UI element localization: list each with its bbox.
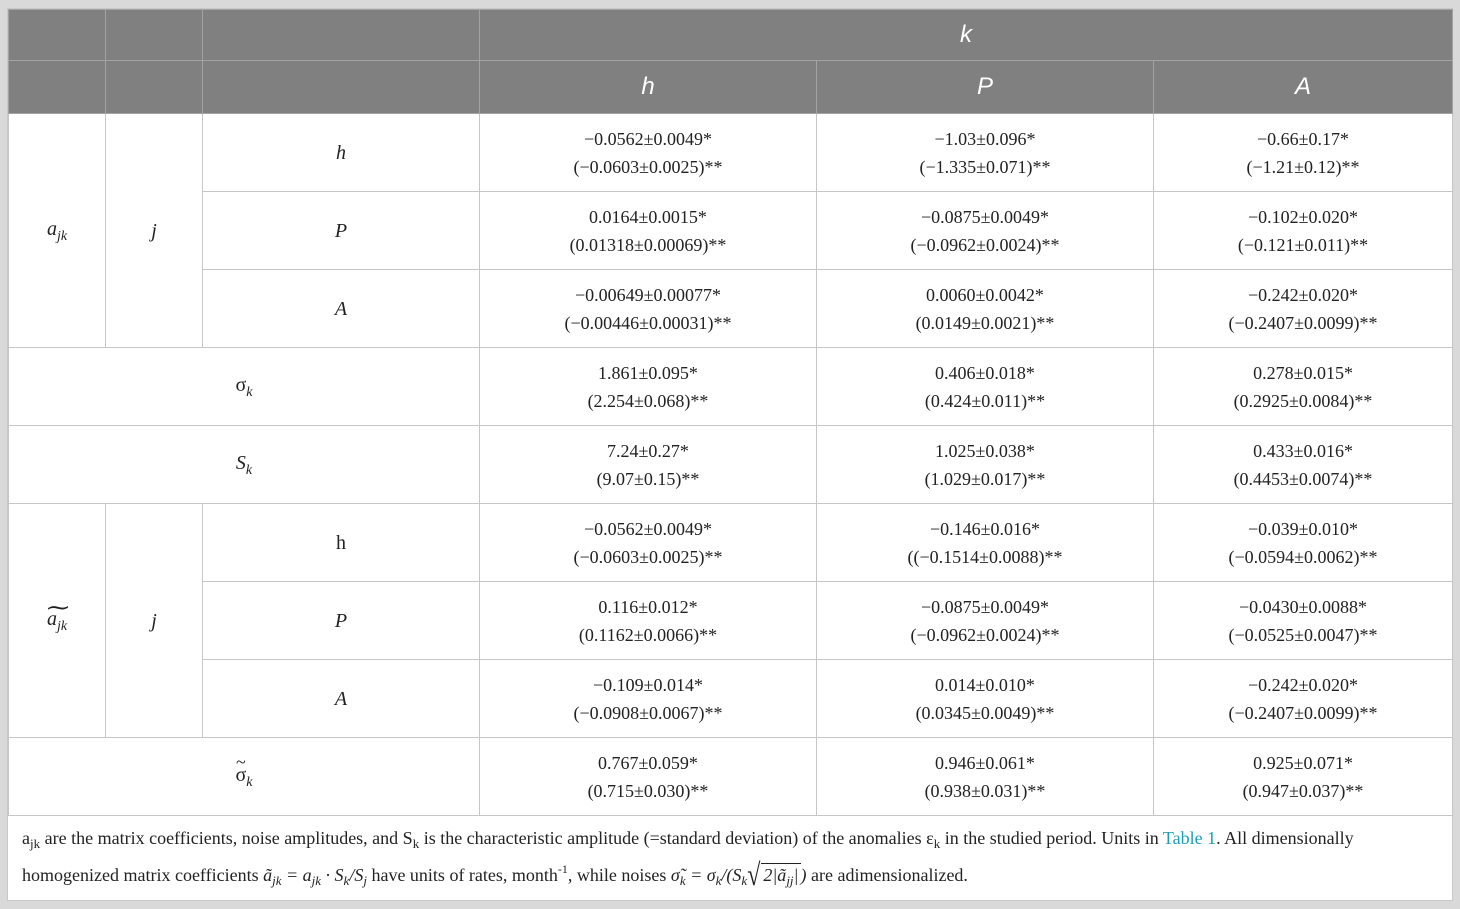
cell-value: −0.0875±0.0049* bbox=[920, 206, 1050, 227]
row-label-h-2: h bbox=[203, 504, 480, 582]
footnote-line-1 bbox=[22, 821, 1442, 857]
coefficients-table bbox=[8, 9, 1453, 816]
cell-value: 0.767±0.059* bbox=[598, 752, 698, 773]
row-label-ajk-tilde bbox=[9, 504, 106, 738]
ajk-tilde-base: a bbox=[46, 608, 57, 630]
cell-value: −0.039±0.010* bbox=[1247, 518, 1359, 539]
ajk-base: a bbox=[46, 218, 57, 240]
sigma-tilde-base: ~ σ bbox=[236, 761, 247, 789]
cell-value-alt: (−0.0962±0.0024)** bbox=[910, 234, 1060, 255]
cell bbox=[817, 192, 1154, 270]
footnote-sup: -1 bbox=[557, 862, 568, 876]
table-1-link[interactable]: Table 1 bbox=[1162, 828, 1217, 848]
ajk-tilde-mark bbox=[47, 605, 67, 636]
table-row bbox=[9, 426, 1453, 504]
cell-value: 0.116±0.012* bbox=[598, 596, 698, 617]
cell bbox=[480, 348, 817, 426]
cell bbox=[817, 348, 1154, 426]
cell-value: 0.014±0.010* bbox=[935, 674, 1035, 695]
header-k: k bbox=[480, 10, 1453, 61]
cell bbox=[480, 660, 817, 738]
cell bbox=[817, 660, 1154, 738]
cell-value: −0.109±0.014* bbox=[592, 674, 704, 695]
cell-value: 1.861±0.095* bbox=[598, 362, 698, 383]
footnote-text: are adimensionalized. bbox=[806, 865, 968, 885]
cell-value: 1.025±0.038* bbox=[935, 440, 1035, 461]
row-label-a-2: A bbox=[203, 660, 480, 738]
header-blank-5 bbox=[106, 61, 203, 114]
cell bbox=[817, 504, 1154, 582]
cell-value-alt: (−1.335±0.071)** bbox=[919, 156, 1051, 177]
cell bbox=[1154, 582, 1453, 660]
footnote-text: in the studied period. Units in bbox=[940, 828, 1163, 848]
header-blank-4 bbox=[9, 61, 106, 114]
header-blank-6 bbox=[203, 61, 480, 114]
header-col-h: h bbox=[480, 61, 817, 114]
cell-value-alt: (−0.0603±0.0025)** bbox=[573, 546, 723, 567]
cell-value: 0.0164±0.0015* bbox=[589, 206, 707, 227]
cell-value-alt: (−0.0525±0.0047)** bbox=[1228, 624, 1378, 645]
cell-value-alt: (−0.0603±0.0025)** bbox=[573, 156, 723, 177]
header-blank-3 bbox=[203, 10, 480, 61]
cell bbox=[480, 270, 817, 348]
cell-value: −0.242±0.020* bbox=[1247, 674, 1359, 695]
table-frame bbox=[7, 8, 1453, 901]
row-label-sigma-tilde bbox=[9, 738, 480, 816]
cell bbox=[1154, 426, 1453, 504]
row-label-j-2: j bbox=[106, 504, 203, 738]
cell-value-alt: (0.947±0.037)** bbox=[1242, 780, 1364, 801]
cell-value-alt: (−0.2407±0.0099)** bbox=[1228, 702, 1378, 723]
cell bbox=[480, 504, 817, 582]
cell bbox=[480, 738, 817, 816]
table-row bbox=[9, 660, 1453, 738]
cell-value-alt: (9.07±0.15)** bbox=[596, 468, 700, 489]
ajk-tilde-sub: jk bbox=[56, 619, 68, 634]
cell bbox=[480, 426, 817, 504]
sigma-base: σ bbox=[235, 374, 247, 396]
cell bbox=[480, 582, 817, 660]
cell bbox=[480, 114, 817, 192]
cell bbox=[817, 114, 1154, 192]
cell-value-alt: (−0.00446±0.00031)** bbox=[564, 312, 732, 333]
cell-value-alt: (−0.2407±0.0099)** bbox=[1228, 312, 1378, 333]
table-row bbox=[9, 114, 1453, 192]
cell bbox=[1154, 114, 1453, 192]
header-col-a: A bbox=[1154, 61, 1453, 114]
cell bbox=[1154, 660, 1453, 738]
cell-value: 0.925±0.071* bbox=[1253, 752, 1353, 773]
footnote-sub: k bbox=[412, 836, 420, 851]
cell bbox=[817, 582, 1154, 660]
cell bbox=[1154, 270, 1453, 348]
cell bbox=[1154, 348, 1453, 426]
cell-value: −0.0875±0.0049* bbox=[920, 596, 1050, 617]
cell-value-alt: (−0.121±0.011)** bbox=[1237, 234, 1369, 255]
table-row bbox=[9, 582, 1453, 660]
row-label-h: h bbox=[203, 114, 480, 192]
footnote-line-2 bbox=[22, 857, 1442, 894]
table-row bbox=[9, 738, 1453, 816]
row-label-j: j bbox=[106, 114, 203, 348]
formula-sigma-tilde: $\sigmã_k = \sigma_k/(S_k√$ $2|ã_{jj}|$ ) bbox=[670, 859, 807, 893]
cell-value: −0.00649±0.00077* bbox=[574, 284, 722, 305]
footnote-text: is the characteristic amplitude (=standard deviation) of the anomalies ε bbox=[419, 828, 934, 848]
cell-value-alt: ((−0.1514±0.0088)** bbox=[907, 546, 1063, 567]
cell-value: −0.0562±0.0049* bbox=[583, 518, 713, 539]
cell bbox=[1154, 192, 1453, 270]
header-blank-2 bbox=[106, 10, 203, 61]
cell-value-alt: (0.0149±0.0021)** bbox=[915, 312, 1055, 333]
cell-value: 0.406±0.018* bbox=[935, 362, 1035, 383]
formula-a-tilde: $ã_{jk} = a_{jk} \cdot S_k/S_j$ bbox=[263, 865, 367, 888]
cell-value: −0.0430±0.0088* bbox=[1238, 596, 1368, 617]
cell-value-alt: (−1.21±0.12)** bbox=[1246, 156, 1360, 177]
header-col-p: P bbox=[817, 61, 1154, 114]
footnote-text: homogenized matrix coefficients bbox=[22, 865, 264, 885]
cell bbox=[817, 426, 1154, 504]
cell-value-alt: (−0.0594±0.0062)** bbox=[1228, 546, 1378, 567]
cell-value: −0.102±0.020* bbox=[1247, 206, 1359, 227]
cell-value-alt: (0.424±0.011)** bbox=[924, 390, 1046, 411]
footnote-sub: k bbox=[933, 836, 941, 851]
table-row bbox=[9, 348, 1453, 426]
footnote-text: are the matrix coefficients, noise amplitudes, and S bbox=[40, 828, 413, 848]
cell-value-alt: (1.029±0.017)** bbox=[924, 468, 1046, 489]
cell bbox=[817, 270, 1154, 348]
cell-value-alt: (−0.0908±0.0067)** bbox=[573, 702, 723, 723]
cell-value-alt: (0.2925±0.0084)** bbox=[1233, 390, 1373, 411]
table-footnote bbox=[22, 821, 1442, 894]
row-label-sigma bbox=[9, 348, 480, 426]
cell-value: 0.278±0.015* bbox=[1253, 362, 1353, 383]
cell bbox=[1154, 738, 1453, 816]
header-blank-1 bbox=[9, 10, 106, 61]
footnote-text: , while noises bbox=[567, 865, 671, 885]
cell bbox=[1154, 504, 1453, 582]
table-row bbox=[9, 192, 1453, 270]
row-label-a: A bbox=[203, 270, 480, 348]
footnote-text: have units of rates, month bbox=[366, 865, 558, 885]
cell-value: −1.03±0.096* bbox=[934, 128, 1036, 149]
cell-value-alt: (−0.0962±0.0024)** bbox=[910, 624, 1060, 645]
table-row bbox=[9, 504, 1453, 582]
cell-value: 7.24±0.27* bbox=[607, 440, 689, 461]
cell bbox=[480, 192, 817, 270]
s-sub: k bbox=[245, 463, 253, 478]
footnote-sub: jk bbox=[30, 836, 41, 851]
footnote-text: a bbox=[22, 828, 30, 848]
cell-value-alt: (0.0345±0.0049)** bbox=[915, 702, 1055, 723]
row-label-s bbox=[9, 426, 480, 504]
s-base: S bbox=[235, 452, 246, 474]
cell-value-alt: (2.254±0.068)** bbox=[587, 390, 709, 411]
sigma-tilde-sub: k bbox=[246, 775, 253, 790]
cell-value: −0.146±0.016* bbox=[929, 518, 1041, 539]
cell-value-alt: (0.938±0.031)** bbox=[924, 780, 1046, 801]
cell bbox=[817, 738, 1154, 816]
cell-value-alt: (0.1162±0.0066)** bbox=[578, 624, 718, 645]
row-label-p: P bbox=[203, 192, 480, 270]
row-label-p-2: P bbox=[203, 582, 480, 660]
cell-value-alt: (0.4453±0.0074)** bbox=[1233, 468, 1373, 489]
cell-value-alt: (0.715±0.030)** bbox=[587, 780, 709, 801]
cell-value: −0.242±0.020* bbox=[1247, 284, 1359, 305]
row-label-ajk bbox=[9, 114, 106, 348]
cell-value: 0.946±0.061* bbox=[935, 752, 1035, 773]
cell-value: −0.66±0.17* bbox=[1256, 128, 1350, 149]
ajk-sub: jk bbox=[56, 229, 68, 244]
cell-value: 0.433±0.016* bbox=[1253, 440, 1353, 461]
cell-value: −0.0562±0.0049* bbox=[583, 128, 713, 149]
cell-value: 0.0060±0.0042* bbox=[926, 284, 1044, 305]
footnote-text: . All dimensionally bbox=[1216, 828, 1354, 848]
cell-value-alt: (0.01318±0.00069)** bbox=[569, 234, 727, 255]
sigma-sub: k bbox=[246, 385, 253, 400]
table-row bbox=[9, 270, 1453, 348]
